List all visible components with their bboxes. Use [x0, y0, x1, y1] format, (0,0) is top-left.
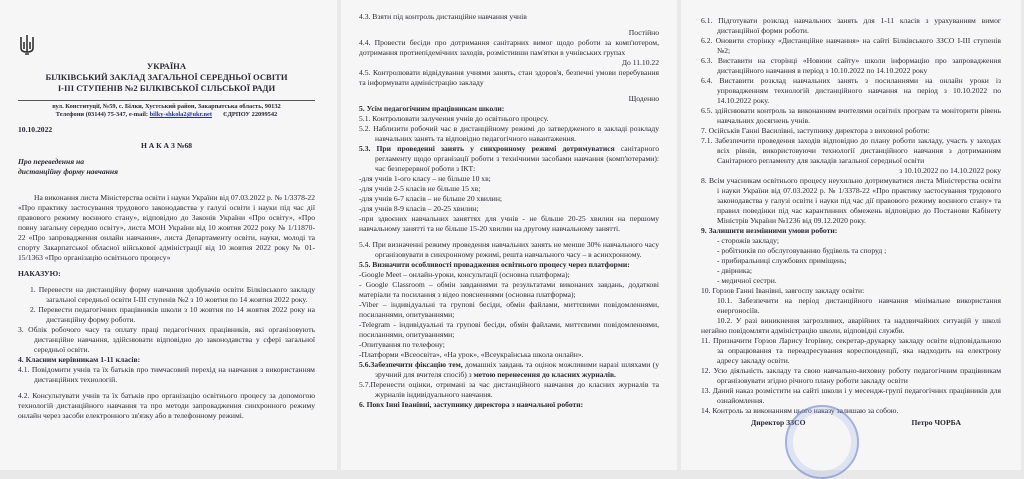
order-item: 12. Усю діяльність закладу та свою навчально-виховну роботу педагогічним працівникам організовувати згідно річного плану роботи закладу освіти: [701, 366, 1001, 385]
list-item: -Viber – індивідуальні та групові бесіди, обмін файлами, миттєвими повідомленнями, посиланнями, опитуваннями;: [359, 300, 659, 319]
order-item: 5.5. Визначити особливості провадження освітнього процесу через платформи:: [359, 260, 630, 269]
order-item: 10. Горзов Ганні Іванівні, завгоспу закладу освіти:: [701, 286, 865, 295]
edrpou: ЄДРПОУ 22099542: [223, 111, 278, 118]
signature-name: Петро ЧОРБА: [911, 418, 961, 427]
list-item: - сторожів закладу;: [717, 236, 779, 245]
order-item: 7.1. Забезпечити проведення заходів відповідно до плану роботи закладу, участь у заходах всіх рівнів, використовуючи технології дистанційного навчання з дотриманням Санітарного регламенту для закладів загальної середньої освіти: [701, 136, 1001, 165]
order-item: 6.4. Виставити розклад навчальних занять з посиланнями на онлайн уроки із упровадженням технологій дистанційного навчання на період з 10.10.2022 по 14.10.2022 року.: [701, 76, 1001, 105]
item-lead: 5.6.Забезпечити фіксацію тем,: [359, 360, 463, 369]
list-item: - робітників по обслуговуванню будівель та споруд ;: [717, 246, 887, 255]
order-item: 13. Даний наказ розмістити на сайті школи і у месендж-групі педагогічних працівників для ознайомлення.: [701, 386, 1001, 405]
order-item: 2. Перевести педагогічних працівників школи з 10 жовтня по 14 жовтня 2022 року на дистанційну форму роботи.: [30, 305, 315, 324]
document-page-2: [341, 0, 677, 470]
order-item: 4. Класним керівникам 1-11 класів:: [18, 355, 141, 364]
order-item: 6.5. здійснювати контроль за виконанням вчителями освітніх програм та моніторити рівень навчальних досягнень учнів.: [701, 106, 1001, 125]
org-name-line2: І-ІІІ СТУПЕНІВ №2 БІЛКІВСЬКОЇ СІЛЬСЬКОЇ РАДИ: [57, 83, 276, 93]
list-item: -при здвоєних навчальних заняттях для учнів - не більше 20-25 хвилин на першому навчальному занятті та не більше 15-20 хвилин на другому навчальному занятті.: [359, 214, 659, 233]
document-page-1: [0, 0, 337, 470]
item-rest: санітарного регламенту щодо організації роботи з технічними засобами навчання (комп'ютерами): час безперервної роботи з ІКТ:: [375, 144, 659, 173]
list-item: -Telegram - індивідуальні та групові бесіди, обмін файлами, миттєвими повідомленнями, посиланнями, опитуваннями;: [359, 320, 659, 339]
deadline: До 11.10.22: [621, 58, 659, 67]
deadline: Постійно: [628, 28, 659, 37]
signature-title: Директор ЗЗСО: [751, 418, 806, 427]
order-item: 10.1. Забезпечити на період дистанційного навчання мінімальне використання енергоносіїв.: [717, 296, 1001, 315]
order-subject-line1: Про переведення на: [18, 157, 85, 166]
org-address: вул. Конституції, №59, с. Білки, Хустський район, Закарпатська область, 90132: [52, 103, 281, 110]
order-item: 5. Усім педагогічним працівникам школи:: [359, 104, 505, 113]
order-item: 4.1. Повідомити учнів та їх батьків про тимчасовий перехід на навчання з використанням дистанційних технологій.: [18, 365, 315, 384]
order-item: 9. Залишити незмінними умови роботи:: [701, 226, 838, 235]
order-item: 6.3. Виставити на сторінці «Новини сайту» школи інформацію про запровадження дистанційного навчання в період з 10.10.2022 по 14.10.2022 року: [701, 56, 1001, 75]
order-item: 6.2. Оновити сторінку «Дистанційне навчання» на сайті Білківського ЗЗСО І-ІІІ ступенів №2;: [701, 36, 1001, 55]
list-item: - прибиральниці службових приміщень;: [717, 256, 847, 265]
order-item: 14. Контроль за виконанням цього наказу залишаю за собою.: [701, 406, 899, 415]
order-date: 10.10.2022: [18, 125, 53, 134]
order-item: [359, 144, 659, 174]
order-item: 6. Повх Інні Іванівні, заступнику директора з навчальної роботи:: [359, 400, 584, 409]
list-item: - медичної сестри.: [717, 276, 777, 285]
order-item: 4.5. Контролювати відвідування учнями занять, стан здоров'я, безпечні умови перебування та інформувати адміністрацію закладу: [359, 68, 659, 87]
item-lead: 5.3. При проведенні занять у синхронному режимі дотримуватися: [359, 144, 615, 153]
order-subject-line2: дистанційну форму навчання: [18, 167, 118, 176]
list-item: -Google Meet – онлайн-уроки, консультації (основна платформа);: [359, 270, 570, 279]
list-item: -для учнів 8-9 класів – 20-25 хвилин;: [359, 204, 479, 213]
order-item: 11. Призначити Горзов Ларису Ігорівну, секретар-друкарку закладу освіти відповідальною за опрацювання та переадресування кореспонденції, яка надходить на електрону адресу закладу освіти.: [701, 336, 1001, 365]
order-item: [359, 360, 659, 380]
order-item: 4.4. Провести бесіди про дотримання санітарних вимог щодо роботи за комп'ютером, дотримання протиепідемічних заходів, розмістивши пам'ятки в учнівських групах: [359, 38, 659, 57]
list-item: -для учнів 6-7 класів – не більше 20 хвилин;: [359, 194, 503, 203]
list-item: - двірника;: [717, 266, 752, 275]
list-item: -Опитування по телефону;: [359, 340, 445, 349]
phone-label: Телефони (03144) 75-347, e-mail:: [55, 111, 148, 118]
email-link[interactable]: bilky-shkola2@ukr.net: [149, 111, 212, 118]
order-item: 7. Осійськів Ганні Василівні, заступнику директора з виховної роботи:: [701, 126, 930, 135]
org-phone-line: [18, 111, 315, 119]
document-page-3: [681, 0, 1021, 470]
org-name-line1: БІЛКІВСЬКИЙ ЗАКЛАД ЗАГАЛЬНОЇ СЕРЕДНЬОЇ ОСВІТИ: [45, 72, 288, 82]
round-seal-stamp: [785, 405, 859, 479]
order-item: 3. Облік робочого часу та оплату праці педагогічних працівників, які організовують дистанційне навчання, здійснювати відповідно до законодавства у сфері загальної середньої освіти.: [18, 325, 315, 354]
preamble: На виконання листа Міністерства освіти і науки України від 07.03.2022 р. № 1/3378-22 «Про практику застосування трудового законодавства у галузі освіти і науки під час дії правового режиму воєнного стану», відповідно до Законів України «Про освіту», «Про повну загальну середню освіту», листа МОН України від 10 жовтня 2022 року № 1/11870-22 «Про запровадження онлайн навчання», листа Департаменту освіти, науки, молоді та спорту Закарпатської обласної військової адміністрації від 10 жовтня 2022 року № 01-15/1363 «Про організацію освітнього процесу»: [18, 193, 315, 262]
item-tail: метою перенесення до класних журналів.: [473, 370, 616, 379]
order-title: Н А К А З №68: [140, 141, 193, 150]
item-mid: домашніх завдань та оцінок можливими наразі шляхами (у зручний для вчителя спосіб) з: [375, 360, 659, 379]
deadline: Щоденно: [628, 94, 659, 103]
order-item: 8. Всім учасникам освітнього процесу неухильно дотримуватися листа Міністерства освіти і науки України від 07.03.2022 р. № 1/3378-22 «Про практику застосування трудового законодавства у галузі освіти і науки під час дії правового режиму воєнного стану» та правил поведінки під час карантинних обмежень відповідно до Постанови Кабінету Міністрів України №1236 від 09.12.2020 року.: [701, 176, 1001, 225]
org-contacts: [18, 100, 315, 119]
list-item: -Платформи «Всеосвіта», «На урок», «Всеукраїнська школа онлайн».: [359, 350, 584, 359]
order-period: з 10.10.2022 по 14.10.2022 року: [899, 166, 1001, 175]
trident-icon: [18, 34, 36, 56]
order-item: 5.4. При визначенні режиму проведення навчальних занять не менше 30% навчального часу організовувати в синхронному режимі, решта навчального часу – в асинхронному.: [359, 240, 659, 259]
order-item: 1. Перевести на дистанційну форму навчання здобувачів освіти Білківського закладу загальної середньої освіти І-ІІІ ступенів №2 з 10 жовтня по 14 жовтня 2022 року.: [30, 285, 315, 304]
order-item: 5.1. Контролювати залучення учнів до освітнього процесу.: [359, 114, 549, 123]
order-item: 5.7.Перенести оцінки, отримані за час дистанційного навчання до класних журналів та журналів індивідуального навчання.: [359, 380, 659, 399]
order-item: 4.2. Консультувати учнів та їх батьків про організацію освітнього процесу за допомогою технологій дистанційного навчання та про методи запровадження синхронного режиму онлайн через засоби електронного зв'язку або в телефонному режимі.: [18, 391, 315, 420]
list-item: - Google Classroom – обмін завданнями та результатами виконаних завдань, додаткові матеріали та посилання з відео поясненнями (основна платформа);: [359, 280, 659, 299]
list-item: -для учнів 1-ого класу – не більше 10 хв;: [359, 174, 491, 183]
list-item: -для учнів 2-5 класів не більше 15 хв;: [359, 184, 481, 193]
order-item: 6.1. Підготувати розклад навчальних занять для 1-11 класів з урахуванням вимог дистанційної форми роботи.: [701, 16, 1001, 35]
order-item: 4.3. Взяти під контроль дистанційне навчання учнів: [359, 12, 527, 21]
order-item: 5.2. Наблизити робочий час в дистанційному режимі до затвердженого в закладі розкладу навчальних занять та відповідно педагогічного навантаження.: [359, 124, 659, 143]
country-name: УКРАЇНА: [146, 61, 187, 71]
order-item: 10.2. У разі виникнення загрозливих, аварійних та надзвичайних ситуацій у школі негайно повідомляти адміністрацію школи, відповідні служби.: [701, 316, 1001, 335]
order-word: НАКАЗУЮ:: [18, 269, 61, 278]
